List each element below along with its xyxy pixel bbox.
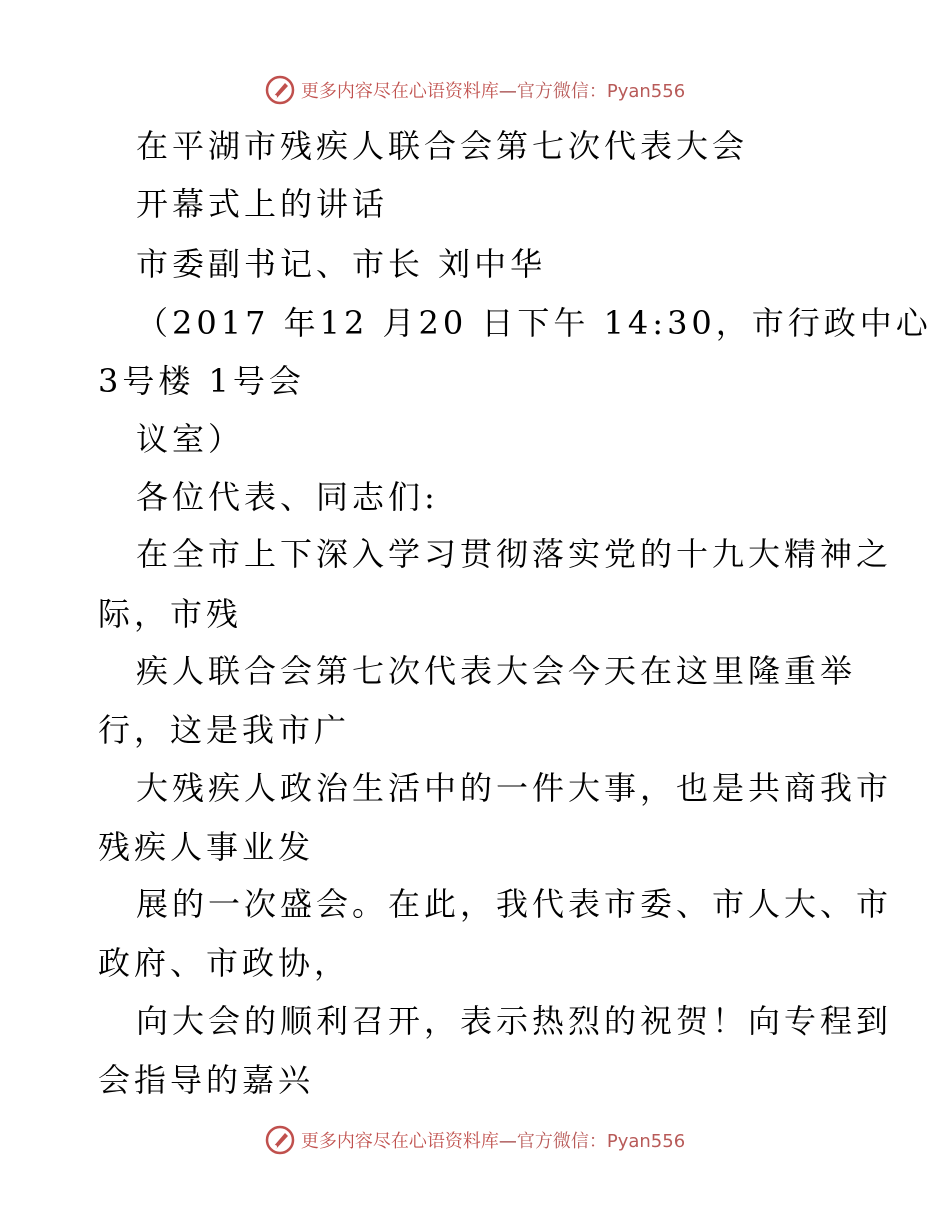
title-line-1: 在平湖市残疾人联合会第七次代表大会 — [136, 127, 749, 165]
salutation-line: 各位代表、同志们: — [136, 478, 439, 516]
header-banner — [0, 70, 950, 110]
meta-line-1: （2017 年12 月20 日下午 14:30，市行政中心 — [136, 304, 932, 342]
pen-logo-icon — [265, 75, 295, 105]
meta-line-3: 议室） — [136, 420, 245, 458]
meta-line-2: 3号楼 1号会 — [98, 362, 305, 400]
body-line: 政府、市政协， — [98, 944, 351, 982]
body-line: 展的一次盛会。在此，我代表市委、市人大、市 — [136, 885, 893, 923]
title-line-2: 开幕式上的讲话 — [136, 185, 389, 223]
body-line: 行，这是我市广 — [98, 711, 351, 749]
banner-text: 更多内容尽在心语资料库—官方微信：Pyan556 — [300, 81, 686, 102]
body-line: 大残疾人政治生活中的一件大事，也是共商我市 — [136, 769, 893, 807]
speaker-line: 市委副书记、市长 刘中华 — [136, 245, 547, 283]
body-line: 会指导的嘉兴 — [98, 1061, 315, 1099]
body-line: 向大会的顺利召开，表示热烈的祝贺！向专程到 — [136, 1002, 893, 1040]
body-line: 在全市上下深入学习贯彻落实党的十九大精神之 — [136, 535, 893, 573]
pen-logo-icon — [265, 1125, 295, 1155]
footer-banner — [0, 1120, 950, 1160]
body-line: 际，市残 — [98, 595, 243, 633]
body-line: 疾人联合会第七次代表大会今天在这里隆重举 — [136, 652, 857, 690]
banner-text: 更多内容尽在心语资料库—官方微信：Pyan556 — [300, 1131, 686, 1152]
body-line: 残疾人事业发 — [98, 828, 315, 866]
